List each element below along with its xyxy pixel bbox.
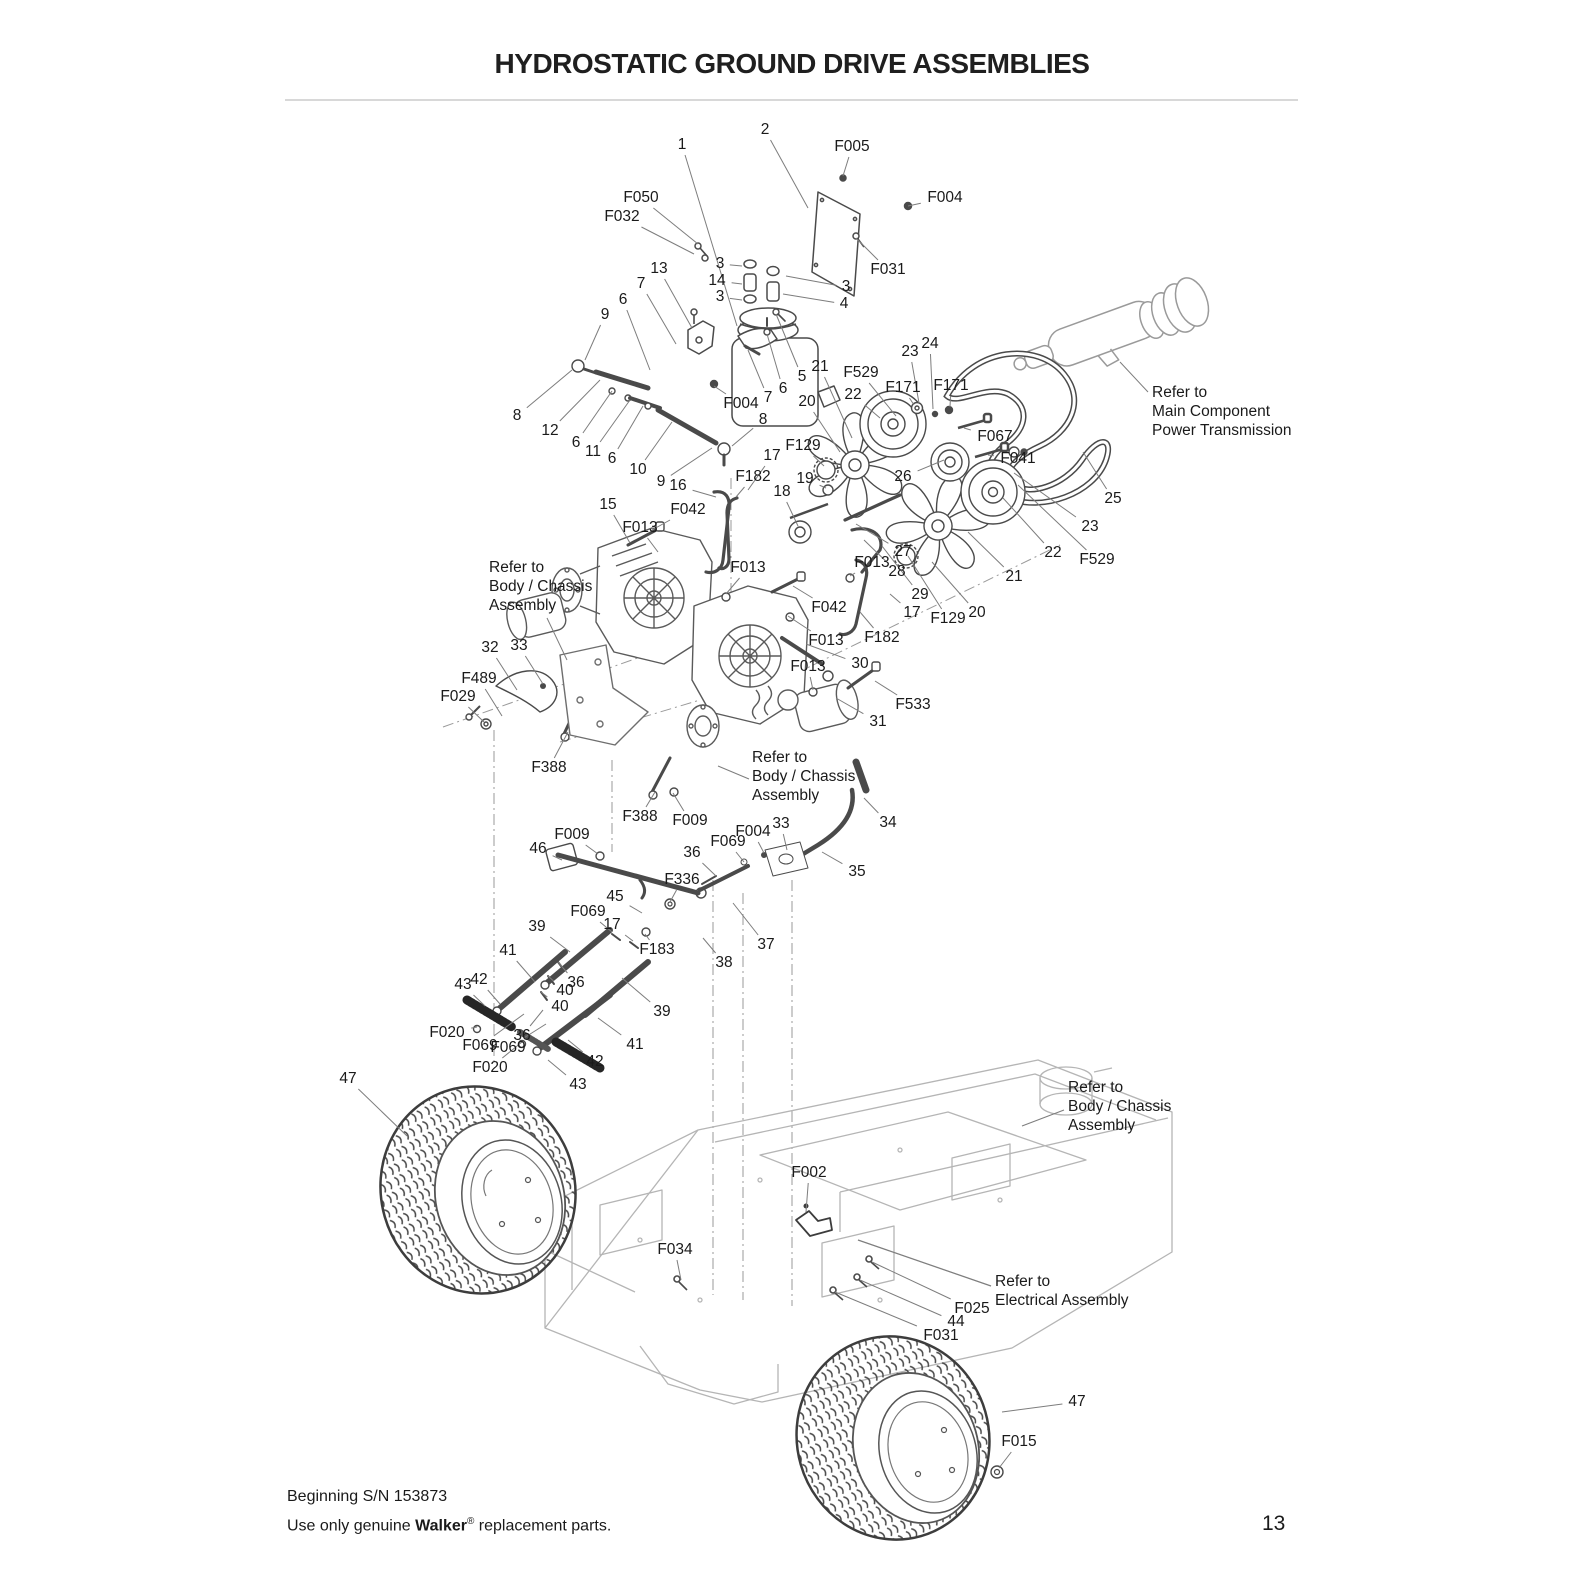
part-label-32: 32 — [481, 639, 499, 656]
part-label-f005: F005 — [834, 138, 870, 155]
part-label-f004: F004 — [735, 823, 771, 840]
part-label-f129: F129 — [785, 437, 821, 454]
part-label-f032: F032 — [604, 208, 640, 225]
part-label-f069: F069 — [710, 833, 746, 850]
part-label-f034: F034 — [657, 1241, 693, 1258]
part-label-39: 39 — [528, 918, 546, 935]
part-label-22: 22 — [1044, 544, 1062, 561]
part-label-f050: F050 — [623, 189, 659, 206]
part-label-29: 29 — [911, 586, 929, 603]
part-label-f009: F009 — [672, 812, 708, 829]
part-label-6: 6 — [607, 450, 617, 467]
note-body-chassis-lower: Refer to Body / Chassis Assembly — [1068, 1079, 1172, 1134]
part-label-16: 16 — [669, 477, 687, 494]
part-label-14: 14 — [708, 272, 726, 289]
part-label-f183: F183 — [639, 941, 675, 958]
part-label-46: 46 — [529, 840, 547, 857]
part-label-24: 24 — [921, 335, 939, 352]
part-label-8: 8 — [512, 407, 522, 424]
part-label-27: 27 — [894, 543, 912, 560]
part-label-f171: F171 — [933, 377, 969, 394]
part-label-43: 43 — [569, 1076, 587, 1093]
part-label-11: 11 — [584, 443, 602, 460]
part-label-23: 23 — [901, 343, 919, 360]
part-label-f031: F031 — [923, 1327, 959, 1344]
part-label-25: 25 — [1104, 490, 1122, 507]
part-label-21: 21 — [1005, 568, 1023, 585]
part-label-20: 20 — [798, 393, 816, 410]
part-label-21: 21 — [811, 358, 829, 375]
part-label-43: 43 — [454, 976, 472, 993]
part-label-38: 38 — [715, 954, 733, 971]
part-label-f020: F020 — [472, 1059, 508, 1076]
part-label-45: 45 — [606, 888, 624, 905]
part-label-8: 8 — [758, 411, 768, 428]
part-label-23: 23 — [1081, 518, 1099, 535]
part-label-19: 19 — [796, 470, 814, 487]
part-label-7: 7 — [763, 389, 773, 406]
part-label-1: 1 — [677, 136, 687, 153]
note-body-chassis-middle: Refer to Body / Chassis Assembly — [752, 749, 856, 804]
part-label-f009: F009 — [554, 826, 590, 843]
brand-name: Walker — [415, 1517, 467, 1535]
part-label-f013: F013 — [808, 632, 844, 649]
part-label-20: 20 — [968, 604, 986, 621]
part-label-f020: F020 — [429, 1024, 465, 1041]
part-label-f182: F182 — [864, 629, 900, 646]
part-label-f529: F529 — [843, 364, 879, 381]
part-label-f013: F013 — [622, 519, 658, 536]
part-label-f025: F025 — [954, 1300, 990, 1317]
part-label-f015: F015 — [1001, 1433, 1037, 1450]
part-label-f031: F031 — [870, 261, 906, 278]
serial-number-note: Beginning S/N 153873 — [287, 1488, 448, 1505]
genuine-parts-note: Use only genuine Walker® replacement parts. — [287, 1516, 612, 1535]
part-label-39: 39 — [653, 1003, 671, 1020]
part-label-37: 37 — [757, 936, 775, 953]
part-label-f004: F004 — [927, 189, 963, 206]
part-label-f069: F069 — [570, 903, 606, 920]
part-label-28: 28 — [888, 563, 906, 580]
part-label-26: 26 — [894, 468, 912, 485]
part-label-2: 2 — [760, 121, 770, 138]
part-label-13: 13 — [650, 260, 668, 277]
part-label-12: 12 — [541, 422, 559, 439]
part-label-15: 15 — [599, 496, 617, 513]
page-title: HYDROSTATIC GROUND DRIVE ASSEMBLIES — [494, 48, 1090, 79]
part-label-40: 40 — [556, 982, 574, 999]
part-label-47: 47 — [1068, 1393, 1086, 1410]
part-label-34: 34 — [879, 814, 897, 831]
part-label-9: 9 — [600, 306, 610, 323]
part-label-3: 3 — [841, 278, 851, 295]
part-label-f013: F013 — [730, 559, 766, 576]
part-label-f013: F013 — [854, 554, 890, 571]
part-label-f388: F388 — [622, 808, 658, 825]
part-label-6: 6 — [618, 291, 628, 308]
part-label-f069: F069 — [462, 1037, 498, 1054]
part-label-f004: F004 — [723, 395, 759, 412]
part-label-4: 4 — [839, 295, 849, 312]
part-label-f069: F069 — [490, 1039, 526, 1056]
part-label-33: 33 — [772, 815, 790, 832]
part-label-18: 18 — [773, 483, 791, 500]
part-label-3: 3 — [715, 255, 725, 272]
page-number: 13 — [1262, 1512, 1286, 1535]
registered-mark: ® — [466, 1516, 475, 1527]
note-electrical: Refer to Electrical Assembly — [995, 1273, 1129, 1309]
part-label-33: 33 — [510, 637, 528, 654]
part-label-31: 31 — [869, 713, 887, 730]
part-label-f013: F013 — [790, 658, 826, 675]
part-label-36: 36 — [683, 844, 701, 861]
note-body-chassis-upper: Refer to Body / Chassis Assembly — [489, 559, 593, 614]
part-label-35: 35 — [848, 863, 866, 880]
note-power-transmission: Refer to Main Component Power Transmission — [1152, 384, 1292, 439]
part-label-36: 36 — [513, 1027, 531, 1044]
part-label-44: 44 — [947, 1313, 965, 1330]
part-label-40: 40 — [551, 998, 569, 1015]
part-label-f529: F529 — [1079, 551, 1115, 568]
part-label-f489: F489 — [461, 670, 497, 687]
part-label-41: 41 — [499, 942, 517, 959]
part-label-6: 6 — [778, 380, 788, 397]
part-label-f182: F182 — [735, 468, 771, 485]
part-label-f388: F388 — [531, 759, 567, 776]
part-label-7: 7 — [636, 275, 646, 292]
part-label-6: 6 — [571, 434, 581, 451]
part-label-22: 22 — [844, 386, 862, 403]
part-label-f533: F533 — [895, 696, 931, 713]
part-label-f171: F171 — [885, 379, 921, 396]
part-label-17: 17 — [763, 447, 781, 464]
part-label-10: 10 — [629, 461, 647, 478]
part-label-5: 5 — [797, 368, 807, 385]
part-label-f041: F041 — [1000, 450, 1036, 467]
part-label-f002: F002 — [791, 1164, 827, 1181]
part-label-41: 41 — [626, 1036, 644, 1053]
part-label-3: 3 — [715, 288, 725, 305]
part-label-36: 36 — [567, 974, 585, 991]
part-label-f336: F336 — [664, 871, 700, 888]
part-label-f129: F129 — [930, 610, 966, 627]
part-label-f029: F029 — [440, 688, 476, 705]
part-label-17: 17 — [903, 604, 921, 621]
part-label-30: 30 — [851, 655, 869, 672]
part-label-47: 47 — [339, 1070, 357, 1087]
part-label-f042: F042 — [811, 599, 847, 616]
part-label-9: 9 — [656, 473, 666, 490]
part-label-f042: F042 — [670, 501, 706, 518]
part-label-42: 42 — [586, 1053, 604, 1070]
part-label-42: 42 — [470, 971, 488, 988]
part-label-17: 17 — [603, 916, 621, 933]
part-label-f067: F067 — [977, 428, 1013, 445]
